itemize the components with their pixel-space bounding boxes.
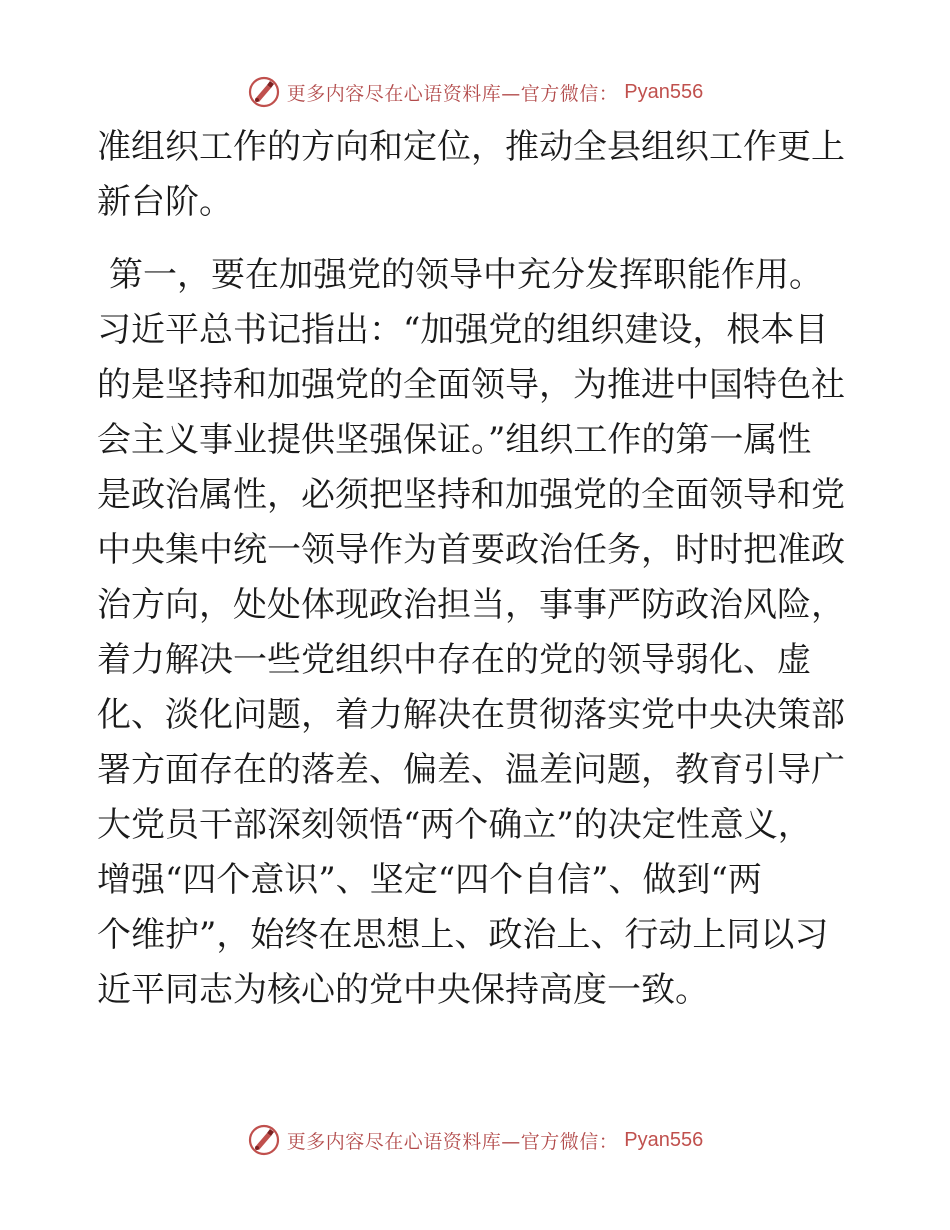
text-line: 近平同志为核心的党中央保持高度一致。 — [97, 970, 709, 1010]
text-line: 个维护”，始终在思想上、政治上、行动上同以习 — [97, 915, 829, 955]
watermark-text: 更多内容尽在心语资料库—官方微信： — [286, 82, 619, 105]
text-line: 准组织工作的方向和定位，推动全县组织工作更上 — [97, 127, 845, 167]
text-line: 治方向，处处体现政治担当，事事严防政治风险， — [97, 585, 845, 625]
pen-logo-icon — [247, 75, 281, 109]
watermark-wechat-id: Pyan556 — [624, 1128, 704, 1151]
watermark-text: 更多内容尽在心语资料库—官方微信： — [286, 1130, 619, 1153]
text-line: 大党员干部深刻领悟“两个确立”的决定性意义， — [97, 805, 812, 845]
footer-watermark — [0, 1118, 950, 1162]
watermark-wechat-id: Pyan556 — [624, 80, 704, 103]
text-line: 是政治属性，必须把坚持和加强党的全面领导和党 — [97, 475, 845, 515]
text-line: 着力解决一些党组织中存在的党的领导弱化、虚 — [97, 640, 811, 680]
section-heading: 第一，要在加强党的领导中充分发挥职能作用。 — [109, 255, 823, 295]
header-watermark — [0, 70, 950, 114]
document-body — [97, 120, 847, 1018]
text-line: 会主义事业提供坚强保证。”组织工作的第一属性 — [97, 420, 812, 460]
text-line: 增强“四个意识”、坚定“四个自信”、做到“两 — [97, 860, 762, 900]
text-line: 化、淡化问题，着力解决在贯彻落实党中央决策部 — [97, 695, 845, 735]
pen-logo-icon — [247, 1123, 281, 1157]
text-line: 中央集中统一领导作为首要政治任务，时时把准政 — [97, 530, 845, 570]
text-line: 署方面存在的落差、偏差、温差问题，教育引导广 — [97, 750, 845, 790]
text-line: 的是坚持和加强党的全面领导，为推进中国特色社 — [97, 365, 845, 405]
text-line: 习近平总书记指出：“加强党的组织建设，根本目 — [97, 310, 829, 350]
text-line: 新台阶。 — [97, 182, 233, 222]
paragraph-gap — [97, 230, 847, 248]
